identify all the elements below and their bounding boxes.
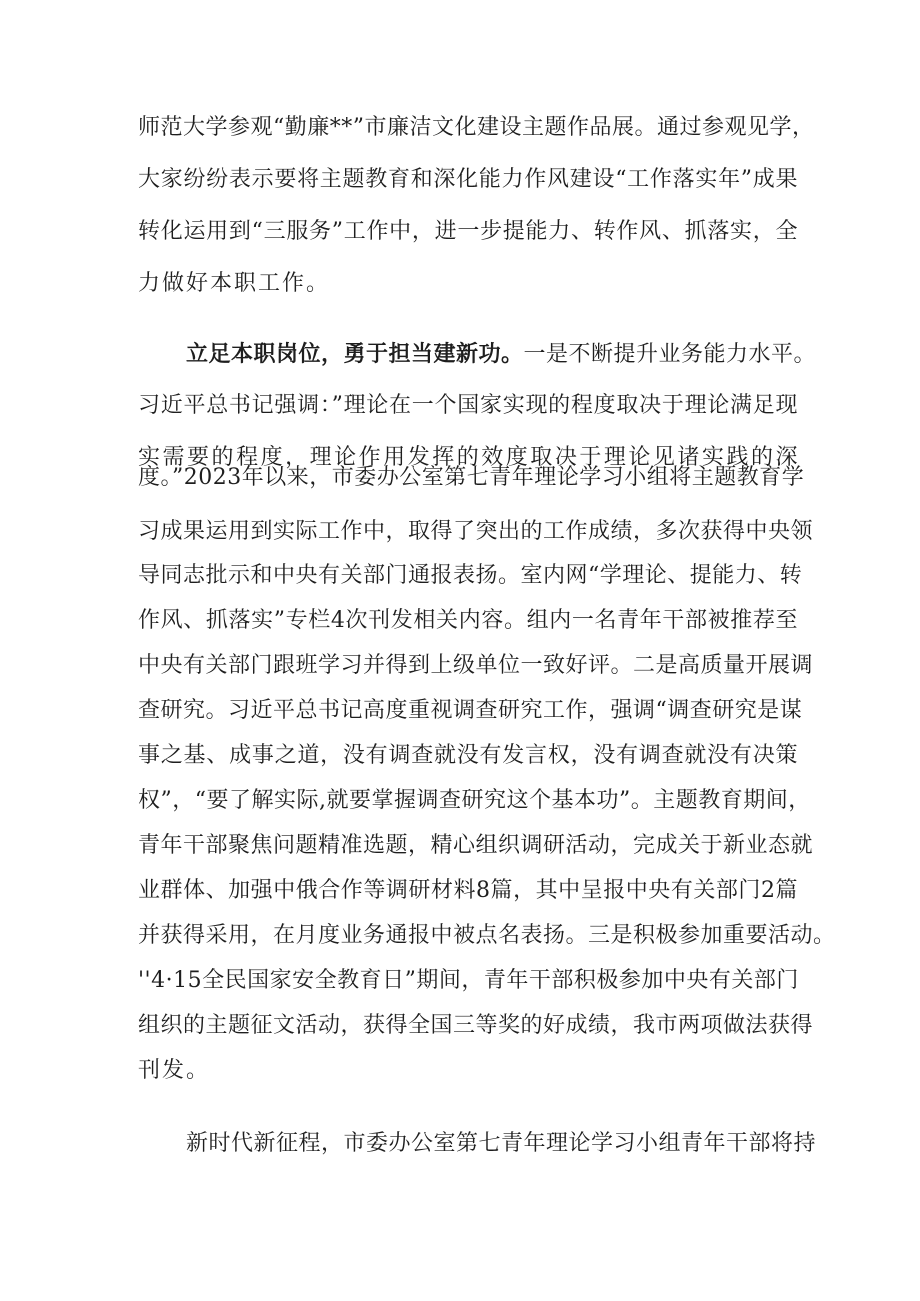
- text-span: 一是不断提升业务能力水平。: [523, 342, 817, 367]
- text-line: 习成果运用到实际工作中，取得了突出的工作成绩，多次获得中央领: [138, 519, 814, 544]
- text-line: ''4·15全民国家安全教育日”期间，青年干部积极参加中央有关部门: [138, 968, 799, 993]
- text-line: 并获得采用，在月度业务通报中被点名表扬。三是积极参加重要活动。: [138, 923, 836, 948]
- text-line: 导同志批示和中央有关部门通报表扬。室内网“学理论、提能力、转: [138, 563, 803, 588]
- text-line: 师范大学参观“勤廉**”市廉洁文化建设主题作品展。通过参观见学，: [138, 115, 815, 140]
- text-line: 青年干部聚焦问题精准选题，精心组织调研活动，完成关于新业态就: [138, 833, 814, 858]
- text-line: 实需要的程度，理论作用发挥的效度取决于理论见诸实践的深: [138, 445, 798, 470]
- text-line: 习近平总书记强调：”理论在一个国家实现的程度取决于理论满足现: [138, 393, 798, 418]
- text-line: 转化运用到“三服务”工作中，进一步提能力、转作风、抓落实，全: [138, 219, 798, 244]
- text-line: 作风、抓落实”专栏4次刊发相关内容。组内一名青年干部被推荐至: [138, 608, 798, 633]
- text-line: 事之基、成事之道，没有调查就没有发言权，没有调查就没有决策: [138, 743, 798, 768]
- paragraph-first-line: [186, 334, 817, 374]
- text-line: 大家纷纷表示要将主题教育和深化能力作风建设“工作落实年”成果: [138, 167, 798, 192]
- text-line: 组织的主题征文活动，获得全国三等奖的好成绩，我市两项做法获得: [138, 1013, 814, 1038]
- section-heading: 立足本职岗位，勇于担当建新功。: [186, 341, 524, 367]
- text-line: 中央有关部门跟班学习并得到上级单位一致好评。二是高质量开展调: [138, 653, 814, 678]
- text-line: 新时代新征程，市委办公室第七青年理论学习小组青年干部将持: [186, 1131, 817, 1156]
- text-line: 业群体、加强中俄合作等调研材料8篇，其中呈报中央有关部门2篇: [138, 878, 798, 903]
- text-line: 度。”2023年以来，市委办公室第七青年理论学习小组将主题教育学: [138, 465, 805, 490]
- text-line: 权”，“要了解实际,就要掌握调查研究这个基本功”。主题教育期间，: [138, 788, 811, 813]
- text-line: 刊发。: [138, 1058, 211, 1083]
- text-line: 力做好本职工作。: [138, 271, 331, 296]
- text-line: 查研究。习近平总书记高度重视调查研究工作，强调“调查研究是谋: [138, 698, 803, 723]
